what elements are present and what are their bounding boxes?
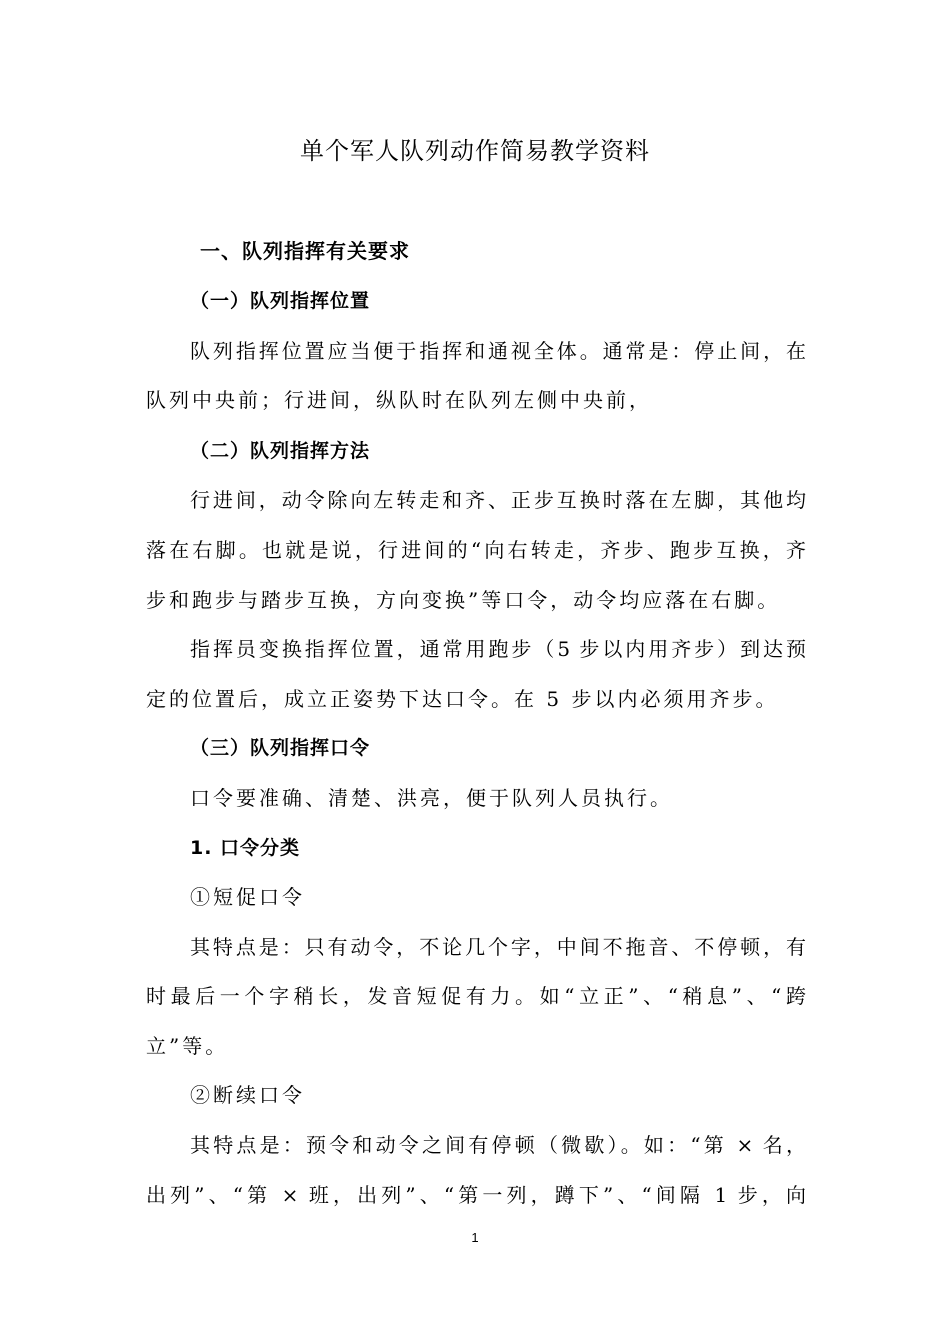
paragraph-line: 队列中央前；行进间，纵队时在队列左侧中央前， [146, 388, 652, 412]
paragraph-line: 步和跑步与踏步互换，方向变换”等口令，动令均应落在右脚。 [146, 588, 781, 612]
paragraph-line: 时最后一个字稍长，发音短促有力。如“立正”、“稍息”、“跨 [146, 984, 806, 1008]
subsection-heading: （一）队列指挥位置 [190, 290, 371, 312]
paragraph-line: 定的位置后，成立正姿势下达口令。在 5 步以内必须用齐步。 [146, 687, 779, 711]
paragraph-line: 出列”、“第 × 班，出列”、“第一列，蹲下”、“间隔 1 步，向 [146, 1183, 806, 1207]
paragraph-line: 其特点是：预令和动令之间有停顿（微歇）。如：“第 × 名， [190, 1133, 806, 1157]
list-label: ①短促口令 [190, 885, 305, 909]
item-heading: 1. 口令分类 [190, 837, 301, 859]
paragraph-line: 队列指挥位置应当便于指挥和通视全体。通常是：停止间，在 [190, 339, 806, 363]
subsection-heading: （三）队列指挥口令 [190, 737, 371, 759]
list-label: ②断续口令 [190, 1083, 305, 1107]
paragraph-line: 行进间，动令除向左转走和齐、正步互换时落在左脚，其他均 [190, 488, 806, 512]
subsection-heading: （二）队列指挥方法 [190, 440, 371, 462]
paragraph-line: 口令要准确、清楚、洪亮，便于队列人员执行。 [190, 786, 673, 810]
paragraph-line: 指挥员变换指挥位置，通常用跑步（5 步以内用齐步）到达预 [190, 637, 806, 661]
paragraph-line: 落在右脚。也就是说，行进间的“向右转走，齐步、跑步互换，齐 [146, 538, 806, 562]
page-number: 1 [471, 1230, 479, 1245]
section-heading: 一、队列指挥有关要求 [200, 239, 410, 263]
paragraph-line: 立”等。 [146, 1034, 229, 1058]
paragraph-line: 其特点是：只有动令，不论几个字，中间不拖音、不停顿，有 [190, 935, 806, 959]
document-title: 单个军人队列动作简易教学资料 [300, 137, 650, 165]
